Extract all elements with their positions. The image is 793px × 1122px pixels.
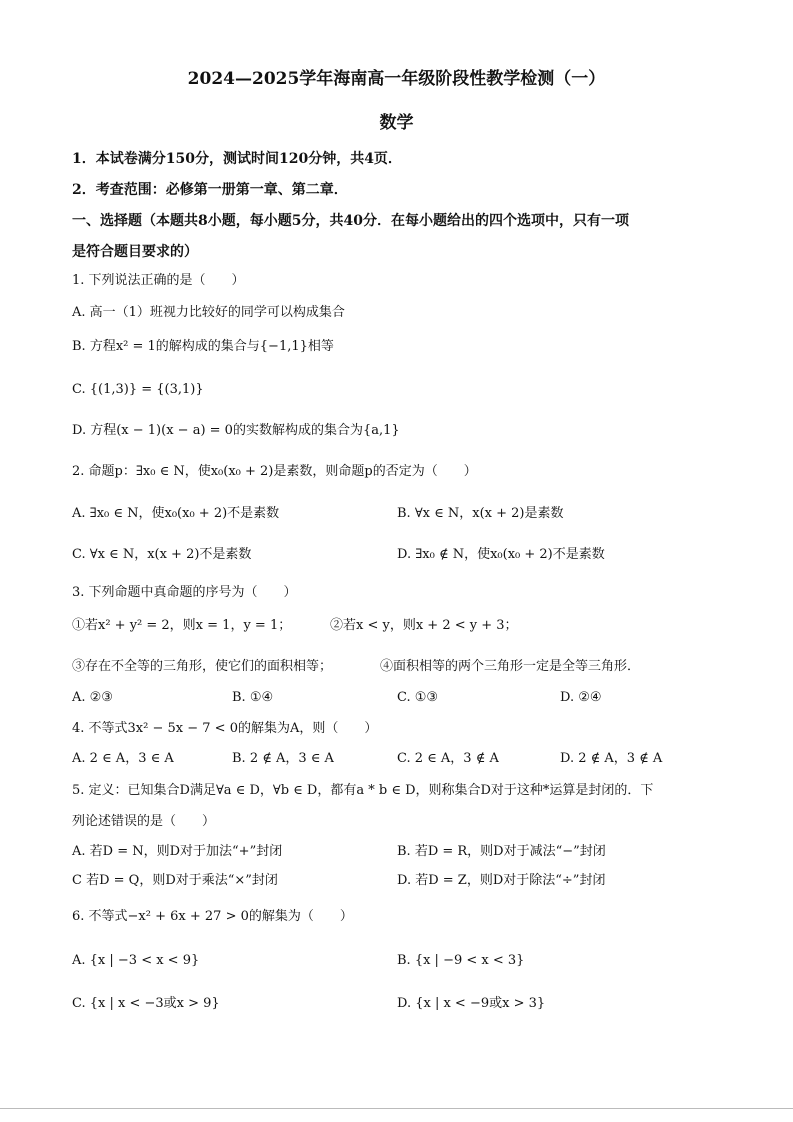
- q2-option-d: D. ∃x₀ ∉ N，使x₀(x₀ + 2)不是素数: [397, 547, 605, 562]
- q2-stem: 2. 命题p：∃x₀ ∈ N，使x₀(x₀ + 2)是素数，则命题p的否定为（ ）: [72, 464, 477, 479]
- q1-option-b: B. 方程x² = 1的解构成的集合与{−1,1}相等: [72, 339, 334, 354]
- q4-option-a: A. 2 ∈ A，3 ∈ A: [72, 751, 174, 766]
- q3-option-a: A. ②③: [72, 690, 113, 705]
- q5-stem-line1: 5. 定义：已知集合D满足∀a ∈ D，∀b ∈ D，都有a * b ∈ D，则称集合D对于这种*运算是封闭的．下: [72, 783, 654, 798]
- q1-stem: 1. 下列说法正确的是（ ）: [72, 273, 245, 288]
- q1-option-a: A. 高一（1）班视力比较好的同学可以构成集合: [72, 305, 345, 320]
- q2-option-a: A. ∃x₀ ∈ N，使x₀(x₀ + 2)不是素数: [72, 506, 280, 521]
- page-title: 2024—2025学年海南高一年级阶段性教学检测（一）: [187, 69, 606, 89]
- q4-option-c: C. 2 ∈ A，3 ∉ A: [397, 751, 499, 766]
- q3-option-b: B. ①④: [232, 690, 274, 705]
- section-heading-line2: 是符合题目要求的）: [72, 244, 198, 260]
- q3-proposition-1: ①若x² + y² = 2，则x = 1，y = 1；: [72, 618, 292, 633]
- q5-option-d: D. 若D = Z，则D对于除法“÷”封闭: [397, 873, 606, 888]
- q3-proposition-2: ②若x < y，则x + 2 < y + 3；: [330, 618, 518, 633]
- q5-stem-line2: 列论述错误的是（ ）: [72, 814, 216, 829]
- q4-stem: 4. 不等式3x² − 5x − 7 < 0的解集为A，则（ ）: [72, 721, 378, 736]
- q2-option-c: C. ∀x ∈ N，x(x + 2)不是素数: [72, 547, 252, 562]
- q5-option-c: C 若D = Q，则D对于乘法“×”封闭: [72, 873, 278, 888]
- q4-option-b: B. 2 ∉ A，3 ∈ A: [232, 751, 334, 766]
- subject-title: 数学: [379, 113, 414, 133]
- q4-option-d: D. 2 ∉ A，3 ∉ A: [560, 751, 663, 766]
- q1-option-d: D. 方程(x − 1)(x − a) = 0的实数解构成的集合为{a,1}: [72, 423, 400, 438]
- q6-stem: 6. 不等式−x² + 6x + 27 > 0的解集为（ ）: [72, 909, 353, 924]
- q3-option-c: C. ①③: [397, 690, 439, 705]
- note-1: 1．本试卷满分150分，测试时间120分钟，共4页．: [72, 151, 402, 167]
- q3-proposition-3: ③存在不全等的三角形，使它们的面积相等；: [72, 659, 333, 674]
- q3-proposition-4: ④面积相等的两个三角形一定是全等三角形．: [380, 659, 641, 674]
- note-2: 2．考查范围：必修第一册第一章、第二章．: [72, 182, 348, 198]
- q5-option-b: B. 若D = R，则D对于减法“−”封闭: [397, 844, 606, 859]
- q1-option-c: C. {(1,3)} = {(3,1)}: [72, 382, 204, 397]
- q2-option-b: B. ∀x ∈ N，x(x + 2)是素数: [397, 506, 564, 521]
- q6-option-c: C. {x | x < −3或x > 9}: [72, 996, 220, 1011]
- q3-option-d: D. ②④: [560, 690, 602, 705]
- q6-option-d: D. {x | x < −9或x > 3}: [397, 996, 546, 1011]
- footer-divider: [0, 1108, 793, 1109]
- q3-stem: 3. 下列命题中真命题的序号为（ ）: [72, 585, 297, 600]
- q5-option-a: A. 若D = N，则D对于加法“+”封闭: [72, 844, 283, 859]
- q6-option-a: A. {x | −3 < x < 9}: [72, 953, 200, 968]
- section-heading-line1: 一、选择题（本题共8小题，每小题5分，共40分．在每小题给出的四个选项中，只有一项: [72, 213, 629, 229]
- q6-option-b: B. {x | −9 < x < 3}: [397, 953, 525, 968]
